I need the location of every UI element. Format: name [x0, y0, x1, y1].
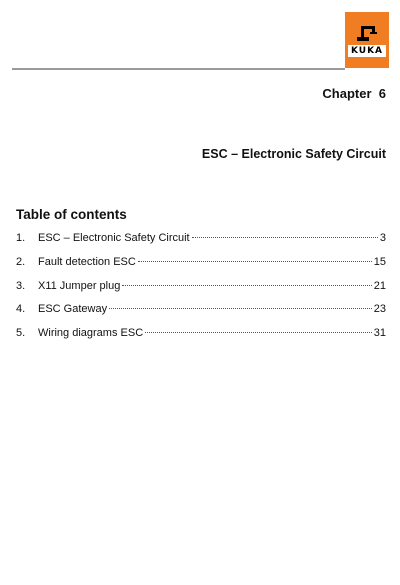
toc-entry[interactable] [16, 232, 386, 256]
toc-entry[interactable] [16, 303, 386, 327]
robot-arm-icon [354, 20, 380, 42]
toc-entry-title[interactable]: X11 Jumper plug [38, 279, 121, 292]
table-of-contents [16, 232, 386, 351]
toc-entry-number: 1. [16, 232, 26, 244]
toc-entry-page[interactable]: 3 [379, 232, 386, 244]
toc-entry-page[interactable]: 21 [373, 279, 386, 292]
toc-entry-title[interactable]: Fault detection ESC [38, 255, 136, 268]
toc-entry-title[interactable]: Wiring diagrams ESC [38, 327, 144, 340]
toc-entry-page[interactable]: 31 [373, 327, 386, 340]
chapter-label: Chapter 6 [322, 86, 386, 101]
toc-entry[interactable] [16, 327, 386, 351]
toc-leader-dots [138, 261, 372, 262]
toc-entry-number: 5. [16, 327, 26, 340]
toc-leader-dots [145, 332, 372, 333]
toc-leader-dots [109, 308, 372, 309]
toc-entry[interactable] [16, 280, 386, 304]
toc-entry-page[interactable]: 15 [373, 255, 386, 268]
toc-entry-page[interactable]: 23 [373, 303, 386, 316]
toc-entry-number: 4. [16, 303, 26, 316]
toc-entry[interactable] [16, 256, 386, 280]
kuka-logo [345, 12, 389, 68]
toc-entry-number: 2. [16, 255, 26, 268]
toc-leader-dots [122, 285, 371, 286]
toc-leader-dots [192, 237, 378, 238]
toc-entry-number: 3. [16, 279, 26, 292]
logo-wordmark: KUKA [348, 45, 386, 57]
toc-heading: Table of contents [16, 207, 127, 222]
toc-entry-title[interactable]: ESC Gateway [38, 303, 108, 316]
header-divider [12, 68, 345, 70]
chapter-title: ESC – Electronic Safety Circuit [201, 147, 386, 161]
toc-entry-title[interactable]: ESC – Electronic Safety Circuit [38, 232, 190, 244]
